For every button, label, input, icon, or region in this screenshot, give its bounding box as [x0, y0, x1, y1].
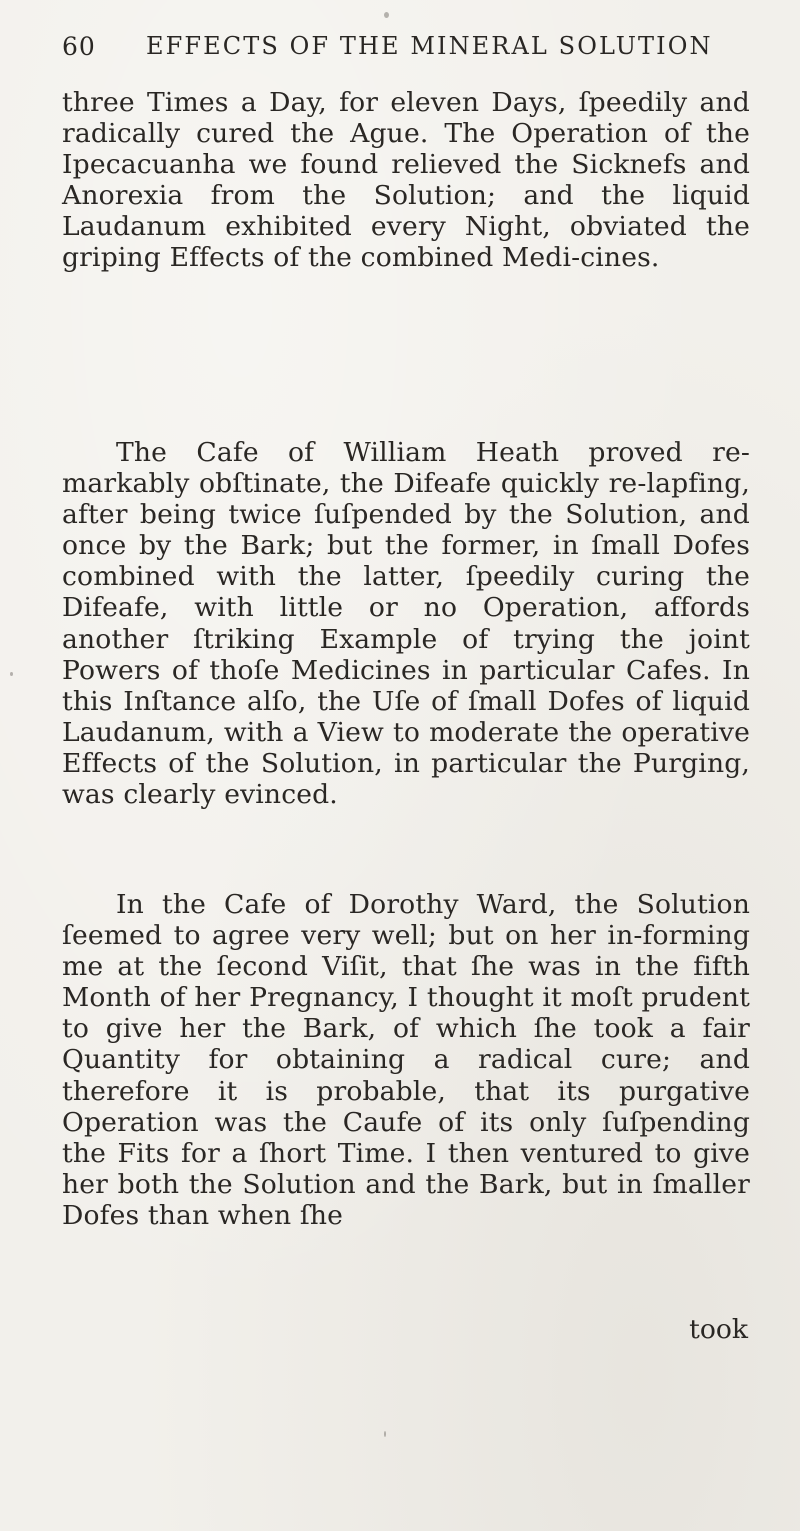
- paragraph-1: three Times a Day, for eleven Days, ſpeedily and radically cured the Ague. The Operation of the Ipecacuanha we found relieved the Sicknefs and Anorexia from the Solution; and the liquid Laudanum exhibited every Night, obviated the griping Effects of the combined Medi-cines.: [62, 87, 750, 274]
- catchword: took: [689, 1314, 748, 1345]
- paragraph-3: In the Cafe of Dorothy Ward, the Solution ſeemed to agree very well; but on her in-forming me at the ſecond Viſit, that ſhe was in the fifth Month of her Pregnancy, I thought it moſt prudent to give her the Bark, of which ſhe took a fair Quantity for obtaining a radical cure; and therefore it is probable, that its purgative Operation was the Caufe of its only ſuſpending the Fits for a ſhort Time. I then ventured to give her both the Solution and the Bark, but in ſmaller Dofes than when ſhe: [62, 889, 750, 1231]
- paper-speck: [10, 672, 13, 676]
- paper-speck: [384, 12, 389, 18]
- page-header: [62, 26, 752, 66]
- paper-speck: [384, 1431, 386, 1437]
- page-number: 60: [62, 32, 96, 61]
- running-head: EFFECTS OF THE MINERAL SOLUTION: [146, 32, 713, 60]
- paragraph-2: The Cafe of William Heath proved re-markably obſtinate, the Difeafe quickly re-lapfing, after being twice ſuſpended by the Solution, and once by the Bark; but the former, in ſmall Dofes combined with the latter, ſpeedily curing the Difeafe, with little or no Operation, affords another ſtriking Example of trying the joint Powers of thoſe Medicines in particular Cafes. In this Inſtance alſo, the Uſe of ſmall Dofes of liquid Laudanum, with a View to moderate the operative Effects of the Solution, in particular the Purging, was clearly evinced.: [62, 437, 750, 811]
